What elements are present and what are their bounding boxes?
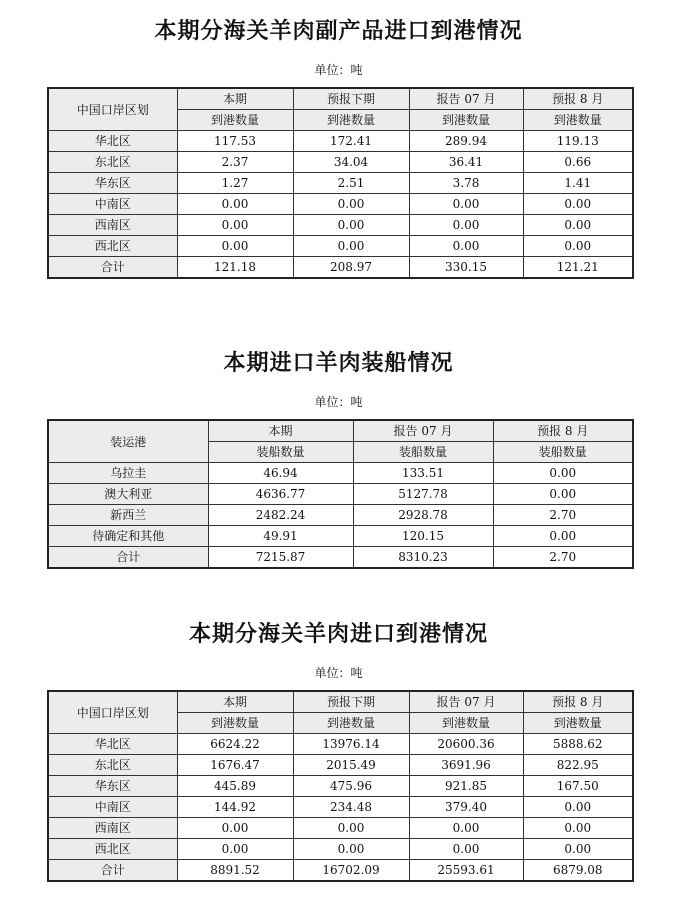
table-cell: 7215.87 (208, 547, 353, 569)
column-subheader: 到港数量 (523, 110, 633, 131)
table-cell: 20600.36 (409, 734, 523, 755)
column-subheader: 到港数量 (293, 713, 409, 734)
table-cell: 0.00 (177, 215, 293, 236)
row-label: 新西兰 (48, 505, 208, 526)
row-label: 西南区 (48, 215, 177, 236)
section-title: 本期进口羊肉装船情况 (223, 351, 454, 376)
column-header: 预报 8 月 (523, 88, 633, 110)
column-subheader: 到港数量 (409, 110, 523, 131)
header-row (48, 88, 633, 110)
table-row (48, 547, 633, 569)
unit-label: 单位：吨 (314, 395, 363, 409)
unit-label: 单位：吨 (314, 666, 363, 680)
table-cell: 475.96 (293, 776, 409, 797)
table-row (48, 776, 633, 797)
table-row (48, 257, 633, 279)
column-header: 预报 8 月 (523, 691, 633, 713)
table-row (48, 131, 633, 152)
table-row (48, 734, 633, 755)
column-subheader: 装船数量 (353, 442, 493, 463)
table-cell: 3691.96 (409, 755, 523, 776)
table-row (48, 463, 633, 484)
table-cell: 8310.23 (353, 547, 493, 569)
table-cell: 0.00 (523, 839, 633, 860)
table-cell: 16702.09 (293, 860, 409, 882)
row-label: 中南区 (48, 797, 177, 818)
column-subheader: 到港数量 (177, 110, 293, 131)
table-cell: 46.94 (208, 463, 353, 484)
table-cell: 0.00 (523, 818, 633, 839)
column-header: 本期 (208, 420, 353, 442)
table-cell: 2.37 (177, 152, 293, 173)
table-cell: 2928.78 (353, 505, 493, 526)
table-row (48, 797, 633, 818)
row-label: 合计 (48, 860, 177, 882)
row-label: 西南区 (48, 818, 177, 839)
table-cell: 144.92 (177, 797, 293, 818)
column-header: 预报下期 (293, 88, 409, 110)
table-cell: 119.13 (523, 131, 633, 152)
table-cell: 1.27 (177, 173, 293, 194)
table-cell: 3.78 (409, 173, 523, 194)
section-mutton-arrivals (0, 617, 677, 681)
header-row (48, 420, 633, 442)
table-cell: 49.91 (208, 526, 353, 547)
row-label: 华北区 (48, 131, 177, 152)
table-cell: 2482.24 (208, 505, 353, 526)
table-cell: 289.94 (409, 131, 523, 152)
mutton-arrivals-table (47, 690, 634, 882)
table-cell: 0.00 (493, 463, 633, 484)
row-label: 合计 (48, 257, 177, 279)
table-cell: 1676.47 (177, 755, 293, 776)
table-cell: 1.41 (523, 173, 633, 194)
column-subheader: 到港数量 (523, 713, 633, 734)
table-cell: 0.00 (293, 215, 409, 236)
shipments-table (47, 419, 634, 569)
table-cell: 0.00 (409, 839, 523, 860)
row-label: 东北区 (48, 755, 177, 776)
table-row (48, 505, 633, 526)
column-subheader: 装船数量 (208, 442, 353, 463)
table-cell: 0.00 (293, 818, 409, 839)
table-cell: 0.00 (409, 215, 523, 236)
column-header: 本期 (177, 691, 293, 713)
row-label: 中南区 (48, 194, 177, 215)
table-row (48, 484, 633, 505)
row-label: 乌拉圭 (48, 463, 208, 484)
table-cell: 172.41 (293, 131, 409, 152)
corner-header: 中国口岸区划 (48, 88, 177, 131)
table-cell: 0.00 (293, 839, 409, 860)
table-cell: 445.89 (177, 776, 293, 797)
column-subheader: 到港数量 (177, 713, 293, 734)
section-title: 本期分海关羊肉进口到港情况 (188, 622, 488, 647)
unit-label: 单位：吨 (314, 63, 363, 77)
table-row (48, 236, 633, 257)
row-label: 华东区 (48, 173, 177, 194)
column-header: 报告 07 月 (409, 88, 523, 110)
table-row (48, 152, 633, 173)
table-cell: 208.97 (293, 257, 409, 279)
table-cell: 0.00 (409, 236, 523, 257)
row-label: 合计 (48, 547, 208, 569)
header-row (48, 691, 633, 713)
row-label: 华东区 (48, 776, 177, 797)
table-cell: 330.15 (409, 257, 523, 279)
table-row (48, 860, 633, 882)
row-label: 西北区 (48, 236, 177, 257)
row-label: 东北区 (48, 152, 177, 173)
table-cell: 5888.62 (523, 734, 633, 755)
table-cell: 921.85 (409, 776, 523, 797)
column-header: 本期 (177, 88, 293, 110)
table-cell: 5127.78 (353, 484, 493, 505)
corner-header: 中国口岸区划 (48, 691, 177, 734)
table-row (48, 526, 633, 547)
section-byproduct-arrivals (0, 14, 677, 78)
table-cell: 0.00 (409, 194, 523, 215)
table-cell: 2.70 (493, 547, 633, 569)
section-title: 本期分海关羊肉副产品进口到港情况 (154, 19, 523, 44)
byproduct-arrivals-table (47, 87, 634, 279)
table-cell: 0.00 (523, 215, 633, 236)
table-cell: 121.18 (177, 257, 293, 279)
table-cell: 133.51 (353, 463, 493, 484)
table-row (48, 194, 633, 215)
table-cell: 120.15 (353, 526, 493, 547)
table-cell: 0.00 (177, 236, 293, 257)
row-label: 澳大利亚 (48, 484, 208, 505)
table-cell: 0.00 (177, 839, 293, 860)
table-cell: 0.00 (493, 526, 633, 547)
table-cell: 0.00 (293, 194, 409, 215)
table-cell: 8891.52 (177, 860, 293, 882)
row-label: 华北区 (48, 734, 177, 755)
table-row (48, 755, 633, 776)
table-cell: 0.00 (523, 236, 633, 257)
table-cell: 0.00 (177, 818, 293, 839)
table-row (48, 839, 633, 860)
corner-header: 装运港 (48, 420, 208, 463)
table-cell: 822.95 (523, 755, 633, 776)
column-subheader: 到港数量 (409, 713, 523, 734)
column-header: 报告 07 月 (353, 420, 493, 442)
table-cell: 379.40 (409, 797, 523, 818)
table-cell: 0.00 (409, 818, 523, 839)
column-header: 预报 8 月 (493, 420, 633, 442)
table-row (48, 215, 633, 236)
table-cell: 0.00 (523, 797, 633, 818)
table-cell: 0.00 (177, 194, 293, 215)
table-cell: 34.04 (293, 152, 409, 173)
column-header: 报告 07 月 (409, 691, 523, 713)
table-cell: 4636.77 (208, 484, 353, 505)
column-subheader: 装船数量 (493, 442, 633, 463)
row-label: 西北区 (48, 839, 177, 860)
column-subheader: 到港数量 (293, 110, 409, 131)
row-label: 待确定和其他 (48, 526, 208, 547)
table-cell: 121.21 (523, 257, 633, 279)
table-cell: 0.00 (293, 236, 409, 257)
table-cell: 2015.49 (293, 755, 409, 776)
table-row (48, 173, 633, 194)
table-cell: 25593.61 (409, 860, 523, 882)
table-cell: 117.53 (177, 131, 293, 152)
table-cell: 6624.22 (177, 734, 293, 755)
table-cell: 13976.14 (293, 734, 409, 755)
table-cell: 234.48 (293, 797, 409, 818)
table-cell: 2.70 (493, 505, 633, 526)
table-cell: 167.50 (523, 776, 633, 797)
table-cell: 36.41 (409, 152, 523, 173)
table-cell: 2.51 (293, 173, 409, 194)
table-cell: 0.00 (493, 484, 633, 505)
table-cell: 0.66 (523, 152, 633, 173)
column-header: 预报下期 (293, 691, 409, 713)
table-cell: 6879.08 (523, 860, 633, 882)
table-cell: 0.00 (523, 194, 633, 215)
section-shipments (0, 346, 677, 410)
table-row (48, 818, 633, 839)
